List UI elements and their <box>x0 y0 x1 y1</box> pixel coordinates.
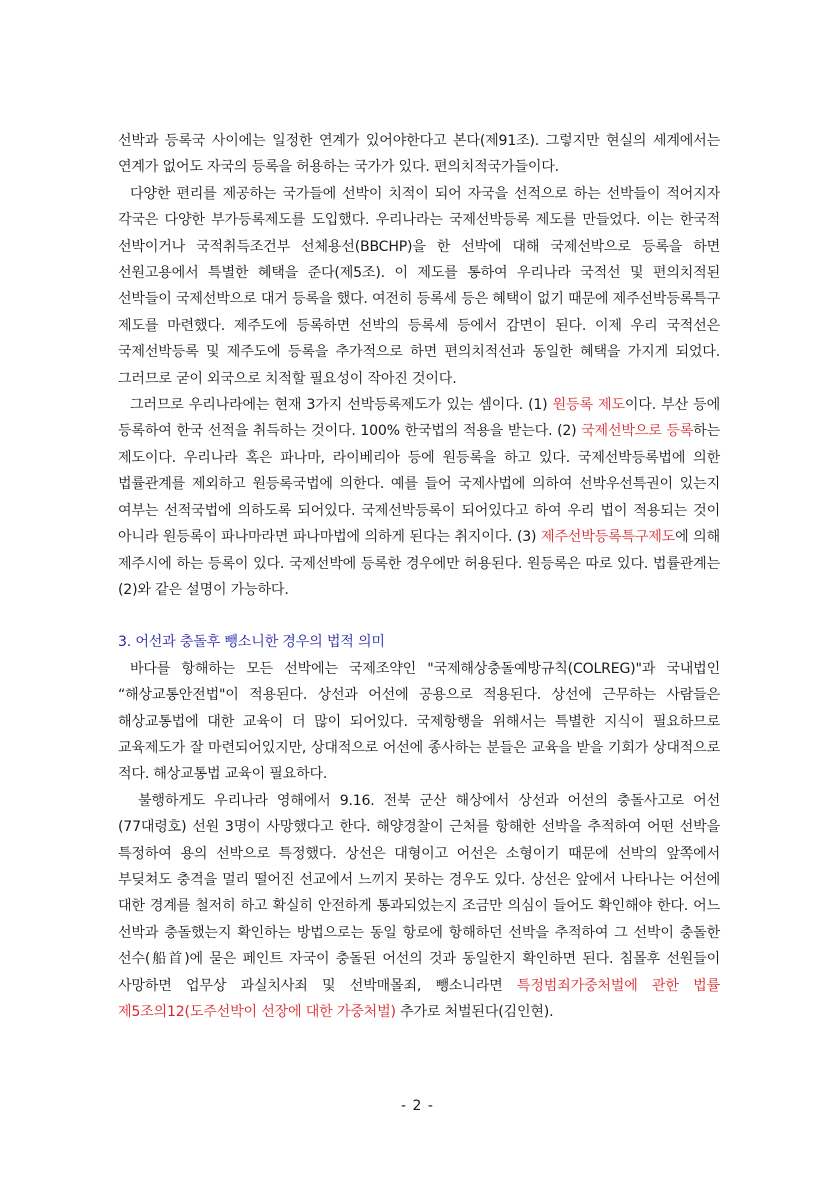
paragraph-additional-registration <box>118 181 720 392</box>
text-segment: 불행하게도 우리나라 영해에서 9.16. 전북 군산 해상에서 상선과 어선의 충돌사고로 어선(77대령호) 선원 3명이 사망했다고 한다. 해양경찰이 근처를 항해한 선박을 추적하여 어떤 선박을 특정하여 용의 선박으로 특정했다. 상선은 대형이고 어선은 소형이기 때문에 선박의 앞쪽에서 부딪쳐도 충격을 멀리 떨어진 선교에서 느끼지 못하는 경우도 있다. 상선은 앞에서 나타나는 어선에 대한 경계를 철저히 하고 확실히 안전하게 통과되었는지 조금만 의심이 들어도 확인해야 한다. 어느 선박과 충돌했는지 확인하는 방법으로는 동일 항로에 항해하던 선박을 추적하여 그 선박이 충돌한 선수(船首)에 묻은 페인트 자국이 충돌된 어선의 것과 동일한지 확인하면 된다. 침몰후 선원들이 사망하면 업무상 과실치사죄 및 선박매몰죄, 뺑소니라면 <box>118 792 720 994</box>
text-segment: 그러므로 우리나라에는 현재 3가지 선박등록제도가 있는 셈이다. (1) <box>130 397 553 414</box>
paragraph-three-systems <box>118 392 720 603</box>
section-heading: 3. 어선과 충돌후 뺑소니한 경우의 법적 의미 <box>118 634 385 651</box>
text-segment: 바다를 항해하는 모든 선박에는 국제조약인 "국제해상충돌예방규칙(COLREG)"과 국내법인 “해상교통안전법"이 적용된다. 상선과 어선에 공용으로 적용된다. 상선에 근무하는 사람들은 해상교통법에 대한 교육이 더 많이 되어있다. 국제항행을 위해서는 특별한 지식이 필요하므로 교육제도가 잘 마련되어있지만, 상대적으로 어선에 종사하는 분들은 교육을 받을 기회가 상대적으로 적다. 해상교통법 교육이 필요하다. <box>118 660 720 783</box>
document-body <box>118 128 720 1025</box>
text-segment: 이다. 부산 등에 등록하여 한국 선적을 취득하는 것이다. 100% 한국법의 적용을 받는다. (2) <box>118 397 720 440</box>
paragraph-registration-link <box>118 128 720 181</box>
text-segment: 하는 제도이다. 우리나라 혹은 파나마, 라이베리아 등에 원등록을 하고 있다. 국제선박등록법에 의한 법률관계를 제외하고 원등록국법에 의한다. 예를 들어 국제사법에 의하여 선박우선특권이 있는지 여부는 선적국법에 의하도록 되어있다. 국제선박등록이 되어있다고 하여 우리 법이 적용되는 것이 아니라 원등록이 파나마라면 파나마법에 의하게 된다는 취지이다. (3) <box>118 423 720 546</box>
text-segment: 에 의해 제주시에 하는 등록이 있다. 국제선박에 등록한 경우에만 허용된다. 원등록은 따로 있다. 법률관계는 (2)와 같은 설명이 가능하다. <box>118 529 720 598</box>
highlight-special-crimes-act: 특정범죄가중처벌에 관한 법률 제5조의12(도주선박이 선장에 대한 가중처벌) <box>118 977 720 1020</box>
highlight-jeju-special-zone: 제주선박등록특구제도 <box>540 529 676 546</box>
text-segment: 추가로 처벌된다(김인현). <box>395 1004 554 1020</box>
text-segment: 다양한 편리를 제공하는 국가들에 선박이 치적이 되어 자국을 선적으로 하는 선박들이 적어지자 각국은 다양한 부가등록제도를 도입했다. 우리나라는 국제선박등록 제도를 만들었다. 이는 한국적 선박이거나 국적취득조건부 선체용선(BBCHP)을 한 선박에 대해 국제선박으로 등록을 하면 선원고용에서 특별한 혜택을 준다(제5조). 이 제도를 통하여 우리나라 국적선 및 편의치적된 선박들이 국제선박으로 대거 등록을 했다. 여전히 등록세 등은 혜택이 없기 때문에 제주선박등록특구 제도를 마련했다. 제주도에 등록하면 선박의 등록세 등에서 감면이 된다. 이제 우리 국적선은 국제선박등록 및 제주도에 등록을 추가적으로 하면 편의치적선과 동일한 혜택을 가지게 되었다. 그러므로 굳이 외국으로 치적할 필요성이 작아진 것이다. <box>118 185 720 387</box>
page-number: - 2 - <box>401 1098 434 1114</box>
paragraph-colreg <box>118 656 720 788</box>
highlight-international-registration: 국제선박으로 등록 <box>581 423 694 440</box>
paragraph-collision-case <box>118 788 720 1026</box>
highlight-original-registration: 원등록 제도 <box>552 397 625 414</box>
text-segment: 선박과 등록국 사이에는 일정한 연계가 있어야한다고 본다(제91조). 그렇지만 현실의 세계에서는 연계가 없어도 자국의 등록을 허용하는 국가가 있다. 편의치적국가들이다. <box>118 133 720 176</box>
